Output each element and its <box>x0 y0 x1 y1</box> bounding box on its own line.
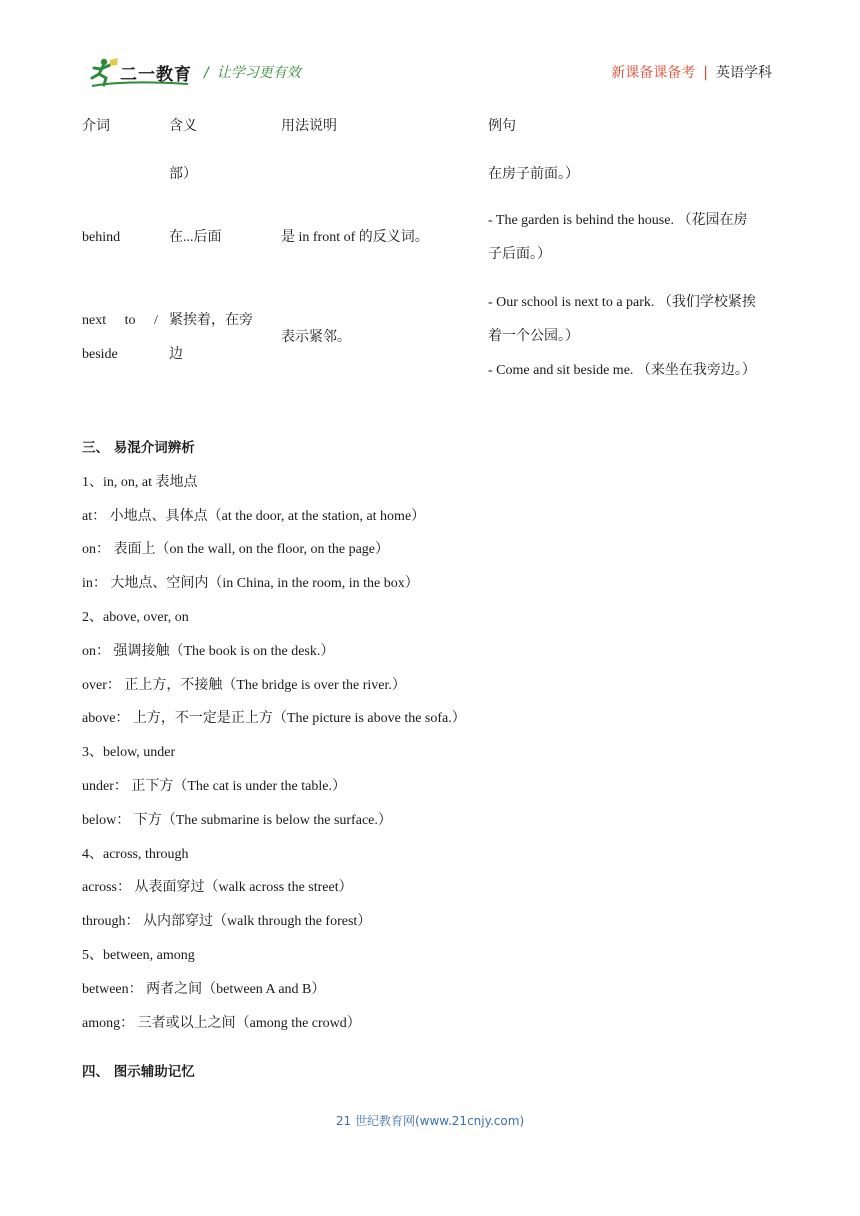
list-item: through： 从内部穿过（walk through the forest） <box>82 914 372 930</box>
section-3 <box>82 432 782 1090</box>
table-cell <box>169 304 269 372</box>
list-item: 3、below, under <box>82 745 176 761</box>
table-cell <box>82 304 158 372</box>
section-gap <box>82 1040 782 1056</box>
list-item: 5、between, among <box>82 947 195 963</box>
header-subject: 英语学科 <box>716 65 772 81</box>
page-header <box>0 0 860 100</box>
preposition-line: beside <box>82 347 118 362</box>
meaning-line: 紧挨着，在旁 <box>169 313 253 328</box>
table-cell: 部） <box>169 167 197 182</box>
list-item: above： 上方，不一定是正上方（The picture is above the sofa.） <box>82 711 466 727</box>
table-row <box>82 288 782 408</box>
table-cell: behind <box>82 230 121 245</box>
header-right <box>611 62 772 82</box>
list-item: over： 正上方，不接触（The bridge is over the river.） <box>82 677 406 693</box>
logo-text: 二一教育 <box>120 65 192 84</box>
table-header-cell: 介词 <box>82 119 110 134</box>
list-item: 4、across, through <box>82 846 189 862</box>
table-cell: 在...后面 <box>169 230 222 245</box>
slogan: / 让学习更有效 <box>204 65 301 81</box>
page-footer: 21 世纪教育网(www.21cnjy.com) <box>335 1114 525 1128</box>
table-row <box>82 158 782 206</box>
list-item: in： 大地点、空间内（in China, in the room, in the box） <box>82 576 419 592</box>
table-cell: 表示紧邻。 <box>281 330 351 345</box>
list-item: at： 小地点、具体点（at the door, at the station, at home） <box>82 508 426 524</box>
section-title: 四、 图示辅助记忆 <box>82 1064 195 1081</box>
example-line: 着一个公园。） <box>488 329 579 344</box>
list-item: among： 三者或以上之间（among the crowd） <box>82 1015 361 1031</box>
table-header-cell: 用法说明 <box>281 119 337 134</box>
list-item: below： 下方（The submarine is below the surface.） <box>82 812 392 828</box>
table-cell: 在房子前面。） <box>488 167 579 182</box>
list-item: 1、in, on, at 表地点 <box>82 474 198 490</box>
table-header-row <box>82 110 782 144</box>
table-header-cell: 含义 <box>169 119 197 134</box>
meaning-line: 边 <box>169 347 183 362</box>
list-item: on： 表面上（on the wall, on the floor, on the page） <box>82 542 389 558</box>
table-row <box>82 206 782 288</box>
list-item: between： 两者之间（between A and B） <box>82 981 326 997</box>
section-title: 三、 易混介词辨析 <box>82 440 195 456</box>
slogan-text: 让学习更有效 <box>216 65 301 81</box>
header-course-label: 新课备课备考 <box>611 65 696 81</box>
preposition-table <box>82 110 782 408</box>
example-line: - Come and sit beside me. （来坐在我旁边。） <box>488 363 756 378</box>
example-line: - Our school is next to a park. （我们学校紧挨 <box>488 295 756 310</box>
list-item: under： 正下方（The cat is under the table.） <box>82 778 346 794</box>
example-line: 子后面。） <box>488 247 551 262</box>
list-item: across： 从表面穿过（walk across the street） <box>82 880 353 896</box>
table-cell <box>488 204 784 272</box>
example-line: - The garden is behind the house. （花园在房 <box>488 213 748 228</box>
list-item: 2、above, over, on <box>82 609 189 625</box>
header-separator: | <box>703 65 708 81</box>
table-cell: 是 in front of 的反义词。 <box>281 230 429 245</box>
table-header-cell: 例句 <box>488 119 516 134</box>
preposition-line: next to / <box>82 313 158 328</box>
list-item: on： 强调接触（The book is on the desk.） <box>82 643 335 659</box>
table-cell <box>488 286 784 388</box>
